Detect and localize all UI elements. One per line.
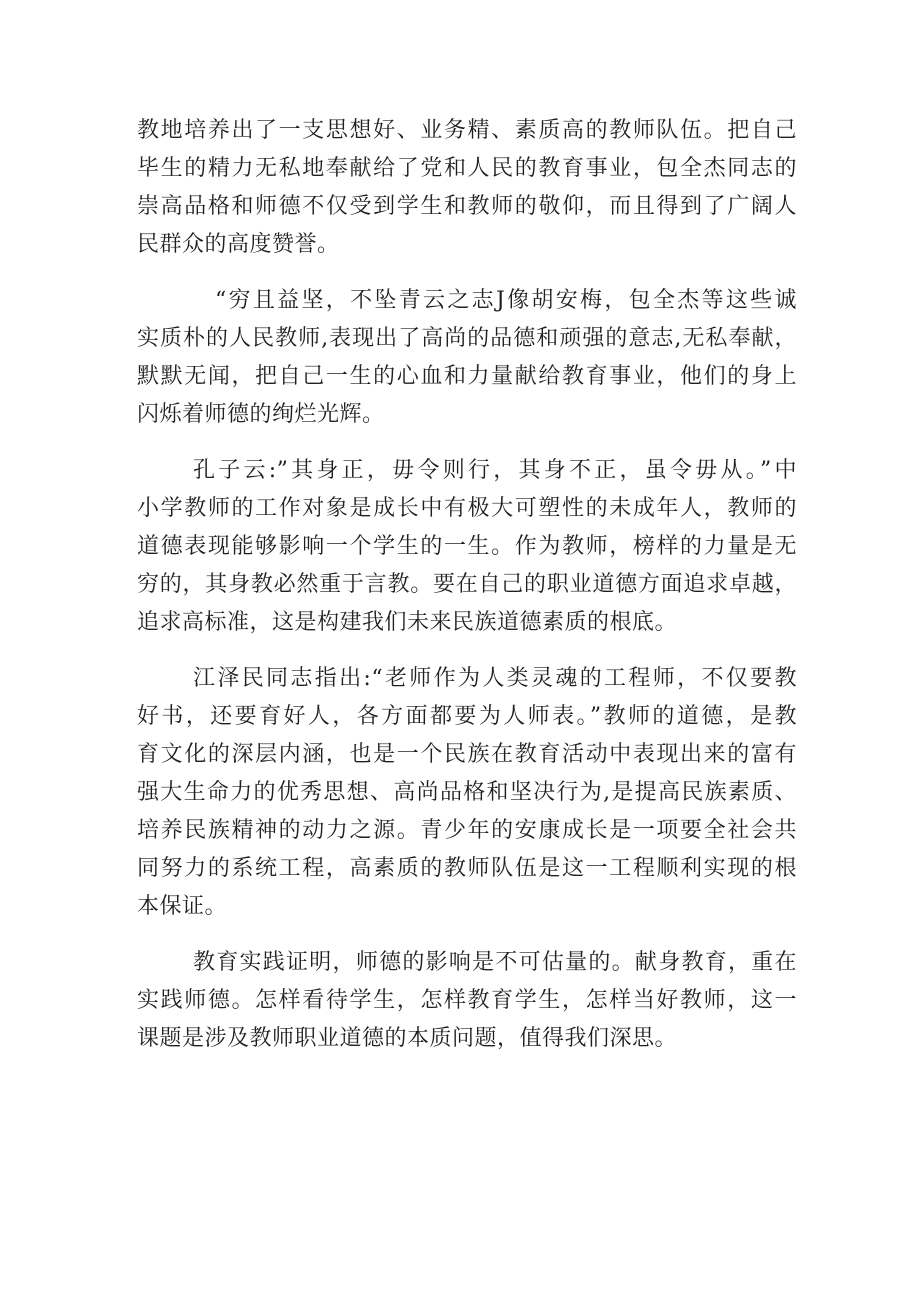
text-line: 崇高品格和师德不仅受到学生和教师的敬仰，而且得到了广阔人 (137, 194, 797, 219)
text-line: 好书，还要育好人，各方面都要为人师表。”教师的道德，是教 (137, 704, 797, 729)
text-line: 民群众的高度赞誉。 (137, 232, 340, 257)
text-line: “穷且益坚，不坠青云之志J像胡安梅，包全杰等这些诚 (215, 288, 797, 313)
text-line: 实质朴的人民教师,表现出了高尚的品德和顽强的意志,无私奉献， (137, 326, 797, 351)
text-line: 追求高标准，这是构建我们未来民族道德素质的根底。 (137, 610, 678, 635)
text-line: 小学教师的工作对象是成长中有极大可塑性的未成年人，教师的 (137, 496, 797, 521)
text-line: 本保证。 (137, 894, 228, 919)
paragraph-4 (137, 660, 797, 926)
paragraph-1 (137, 112, 797, 264)
text-line: 孔子云:”其身正，毋令则行，其身不正，虽令毋从。”中 (193, 458, 797, 483)
text-line: 教地培养出了一支思想好、业务精、素质高的教师队伍。把自己 (137, 118, 797, 143)
text-line: 默默无闻，把自己一生的心血和力量献给教育事业，他们的身上 (137, 364, 797, 389)
text-line: 穷的，其身教必然重于言教。要在自己的职业道德方面追求卓越， (137, 572, 797, 597)
text-line: 同努力的系统工程，高素质的教师队伍是这一工程顺利实现的根 (137, 856, 797, 881)
paragraph-2 (137, 282, 797, 434)
paragraph-3 (137, 452, 797, 642)
text-line: 江泽民同志指出:“老师作为人类灵魂的工程师，不仅要教 (193, 666, 797, 691)
text-line: 道德表现能够影响一个学生的一生。作为教师，榜样的力量是无 (137, 534, 797, 559)
paragraph-5 (137, 944, 797, 1058)
body-text (137, 112, 797, 1076)
text-line: 教育实践证明，师德的影响是不可估量的。献身教育，重在 (193, 950, 797, 975)
text-line: 课题是涉及教师职业道德的本质问题，值得我们深思。 (137, 1026, 678, 1051)
text-line: 毕生的精力无私地奉献给了党和人民的教育事业，包全杰同志的 (137, 156, 797, 181)
text-line: 实践师德。怎样看待学生，怎样教育学生，怎样当好教师，这一 (137, 988, 797, 1013)
text-line: 闪烁着师德的绚烂光辉。 (137, 402, 385, 427)
text-line: 育文化的深层内涵，也是一个民族在教育活动中表现出来的富有 (137, 742, 797, 767)
text-line: 培养民族精神的动力之源。青少年的安康成长是一项要全社会共 (137, 818, 797, 843)
text-line: 强大生命力的优秀思想、高尚品格和坚决行为,是提高民族素质、 (137, 780, 797, 805)
